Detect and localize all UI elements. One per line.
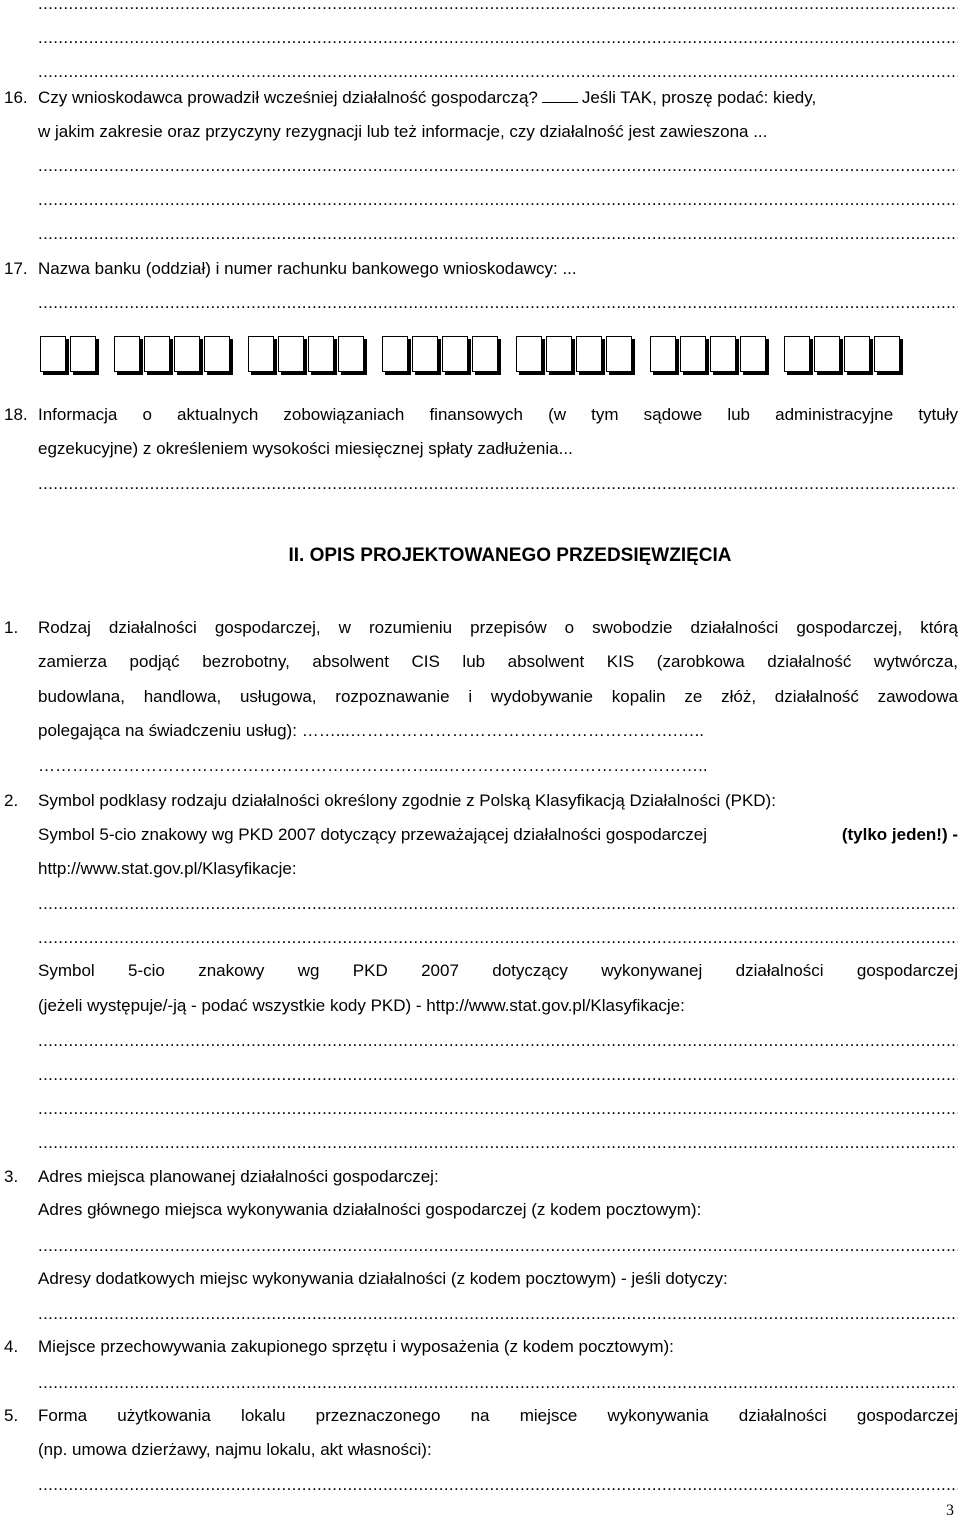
account-box-group <box>650 336 770 376</box>
s1-line1: Rodzaj działalności gospodarczej, w rozumieniu przepisów o swobodzie działalności gospodarczej, którą <box>38 618 958 637</box>
fill-line[interactable] <box>38 474 958 494</box>
digit-box[interactable] <box>546 336 572 372</box>
s3-number: 3. <box>4 1167 19 1186</box>
digit-box[interactable] <box>814 336 840 372</box>
s2-line2-text: Symbol 5-cio znakowy wg PKD 2007 dotyczący przeważającej działalności gospodarczej <box>38 825 707 844</box>
digit-box[interactable] <box>144 336 170 372</box>
fill-line[interactable] <box>38 1373 958 1393</box>
q16-answer-blank[interactable] <box>542 88 578 103</box>
q18-number: 18. <box>4 405 28 424</box>
s1-line5-fill[interactable]: ……………………………………………………………...……………………………………….. <box>38 756 708 775</box>
account-box-group <box>516 336 636 376</box>
digit-box[interactable] <box>338 336 364 372</box>
account-box-group <box>784 336 904 376</box>
fill-line[interactable] <box>38 293 958 313</box>
page-number: 3 <box>946 1502 954 1519</box>
s1-line4-text: polegająca na świadczeniu usług): <box>38 721 297 740</box>
digit-box[interactable] <box>710 336 736 372</box>
digit-box[interactable] <box>174 336 200 372</box>
s2-line2 <box>38 825 958 845</box>
s3-line3: Adresy dodatkowych miejsc wykonywania działalności (z kodem pocztowym) - jeśli dotyczy: <box>38 1269 728 1288</box>
s2-line3: http://www.stat.gov.pl/Klasyfikacje: <box>38 859 297 878</box>
digit-box[interactable] <box>382 336 408 372</box>
s3-line1: Adres miejsca planowanej działalności gospodarczej: <box>38 1167 439 1186</box>
digit-box[interactable] <box>204 336 230 372</box>
fill-line[interactable] <box>38 1133 958 1153</box>
digit-box[interactable] <box>70 336 96 372</box>
fill-line[interactable] <box>38 0 958 14</box>
digit-box[interactable] <box>516 336 542 372</box>
fill-line[interactable] <box>38 28 958 48</box>
s2-number: 2. <box>4 791 19 810</box>
fill-line[interactable] <box>38 928 958 948</box>
s1-number: 1. <box>4 618 19 637</box>
fill-line[interactable] <box>38 894 958 914</box>
digit-box[interactable] <box>874 336 900 372</box>
s4-line1: Miejsce przechowywania zakupionego sprzętu i wyposażenia (z kodem pocztowym): <box>38 1337 674 1356</box>
account-box-group <box>40 336 100 376</box>
account-number-boxes <box>40 336 918 376</box>
s1-line4 <box>38 721 704 741</box>
q17-text: Nazwa banku (oddział) i numer rachunku bankowego wnioskodawcy: ... <box>38 259 577 278</box>
digit-box[interactable] <box>680 336 706 372</box>
digit-box[interactable] <box>248 336 274 372</box>
digit-box[interactable] <box>308 336 334 372</box>
s2-line4: Symbol 5-cio znakowy wg PKD 2007 dotyczący wykonywanej działalności gospodarczej <box>38 961 958 980</box>
fill-line[interactable] <box>38 1475 958 1495</box>
s1-line2: zamierza podjąć bezrobotny, absolwent CIS lub absolwent KIS (zarobkowa działalność wytwórcza, <box>38 652 958 671</box>
s5-line2: (np. umowa dzierżawy, najmu lokalu, akt własności): <box>38 1440 432 1459</box>
digit-box[interactable] <box>114 336 140 372</box>
digit-box[interactable] <box>740 336 766 372</box>
digit-box[interactable] <box>784 336 810 372</box>
q16-question: Czy wnioskodawca prowadził wcześniej działalność gospodarczą? <box>38 88 538 107</box>
digit-box[interactable] <box>844 336 870 372</box>
s1-line4-fill[interactable]: ……...………………………………………………….….. <box>301 721 705 740</box>
account-box-group <box>248 336 368 376</box>
fill-line[interactable] <box>38 156 958 176</box>
q17-number: 17. <box>4 259 28 278</box>
fill-line[interactable] <box>38 190 958 210</box>
s2-line2-emphasis: (tylko jeden!) - <box>841 825 958 844</box>
digit-box[interactable] <box>278 336 304 372</box>
q16-number: 16. <box>4 88 28 107</box>
digit-box[interactable] <box>576 336 602 372</box>
fill-line[interactable] <box>38 1304 958 1324</box>
fill-line[interactable] <box>38 1099 958 1119</box>
digit-box[interactable] <box>442 336 468 372</box>
s3-line2: Adres głównego miejsca wykonywania działalności gospodarczej (z kodem pocztowym): <box>38 1200 702 1219</box>
q18-line1: Informacja o aktualnych zobowiązaniach finansowych (w tym sądowe lub administracyjne tytuły <box>38 405 958 424</box>
s1-line3: budowlana, handlowa, usługowa, rozpoznawanie i wydobywanie kopalin ze złóż, działalność zawodowa <box>38 687 958 706</box>
digit-box[interactable] <box>40 336 66 372</box>
fill-line[interactable] <box>38 1065 958 1085</box>
q18-line2: egzekucyjne) z określeniem wysokości miesięcznej spłaty zadłużenia... <box>38 439 573 458</box>
digit-box[interactable] <box>650 336 676 372</box>
section-title: II. OPIS PROJEKTOWANEGO PRZEDSIĘWZIĘCIA <box>288 545 732 566</box>
q16-line2: w jakim zakresie oraz przyczyny rezygnacji lub też informacje, czy działalność jest zawieszona ... <box>38 122 768 141</box>
fill-line[interactable] <box>38 224 958 244</box>
account-box-group <box>382 336 502 376</box>
digit-box[interactable] <box>606 336 632 372</box>
fill-line[interactable] <box>38 1236 958 1256</box>
s2-line1: Symbol podklasy rodzaju działalności określony zgodnie z Polską Klasyfikacją Działalności (PKD): <box>38 791 776 810</box>
s5-line1: Forma użytkowania lokalu przeznaczonego na miejsce wykonywania działalności gospodarczej <box>38 1406 958 1425</box>
s4-number: 4. <box>4 1337 19 1356</box>
q16-line1 <box>38 88 816 108</box>
digit-box[interactable] <box>472 336 498 372</box>
q16-followup: Jeśli TAK, proszę podać: kiedy, <box>581 88 817 107</box>
fill-line[interactable] <box>38 62 958 82</box>
account-box-group <box>114 336 234 376</box>
s2-line5: (jeżeli występuje/-ją - podać wszystkie kody PKD) - http://www.stat.gov.pl/Klasyfikacje: <box>38 996 685 1015</box>
digit-box[interactable] <box>412 336 438 372</box>
fill-line[interactable] <box>38 1031 958 1051</box>
s5-number: 5. <box>4 1406 19 1425</box>
